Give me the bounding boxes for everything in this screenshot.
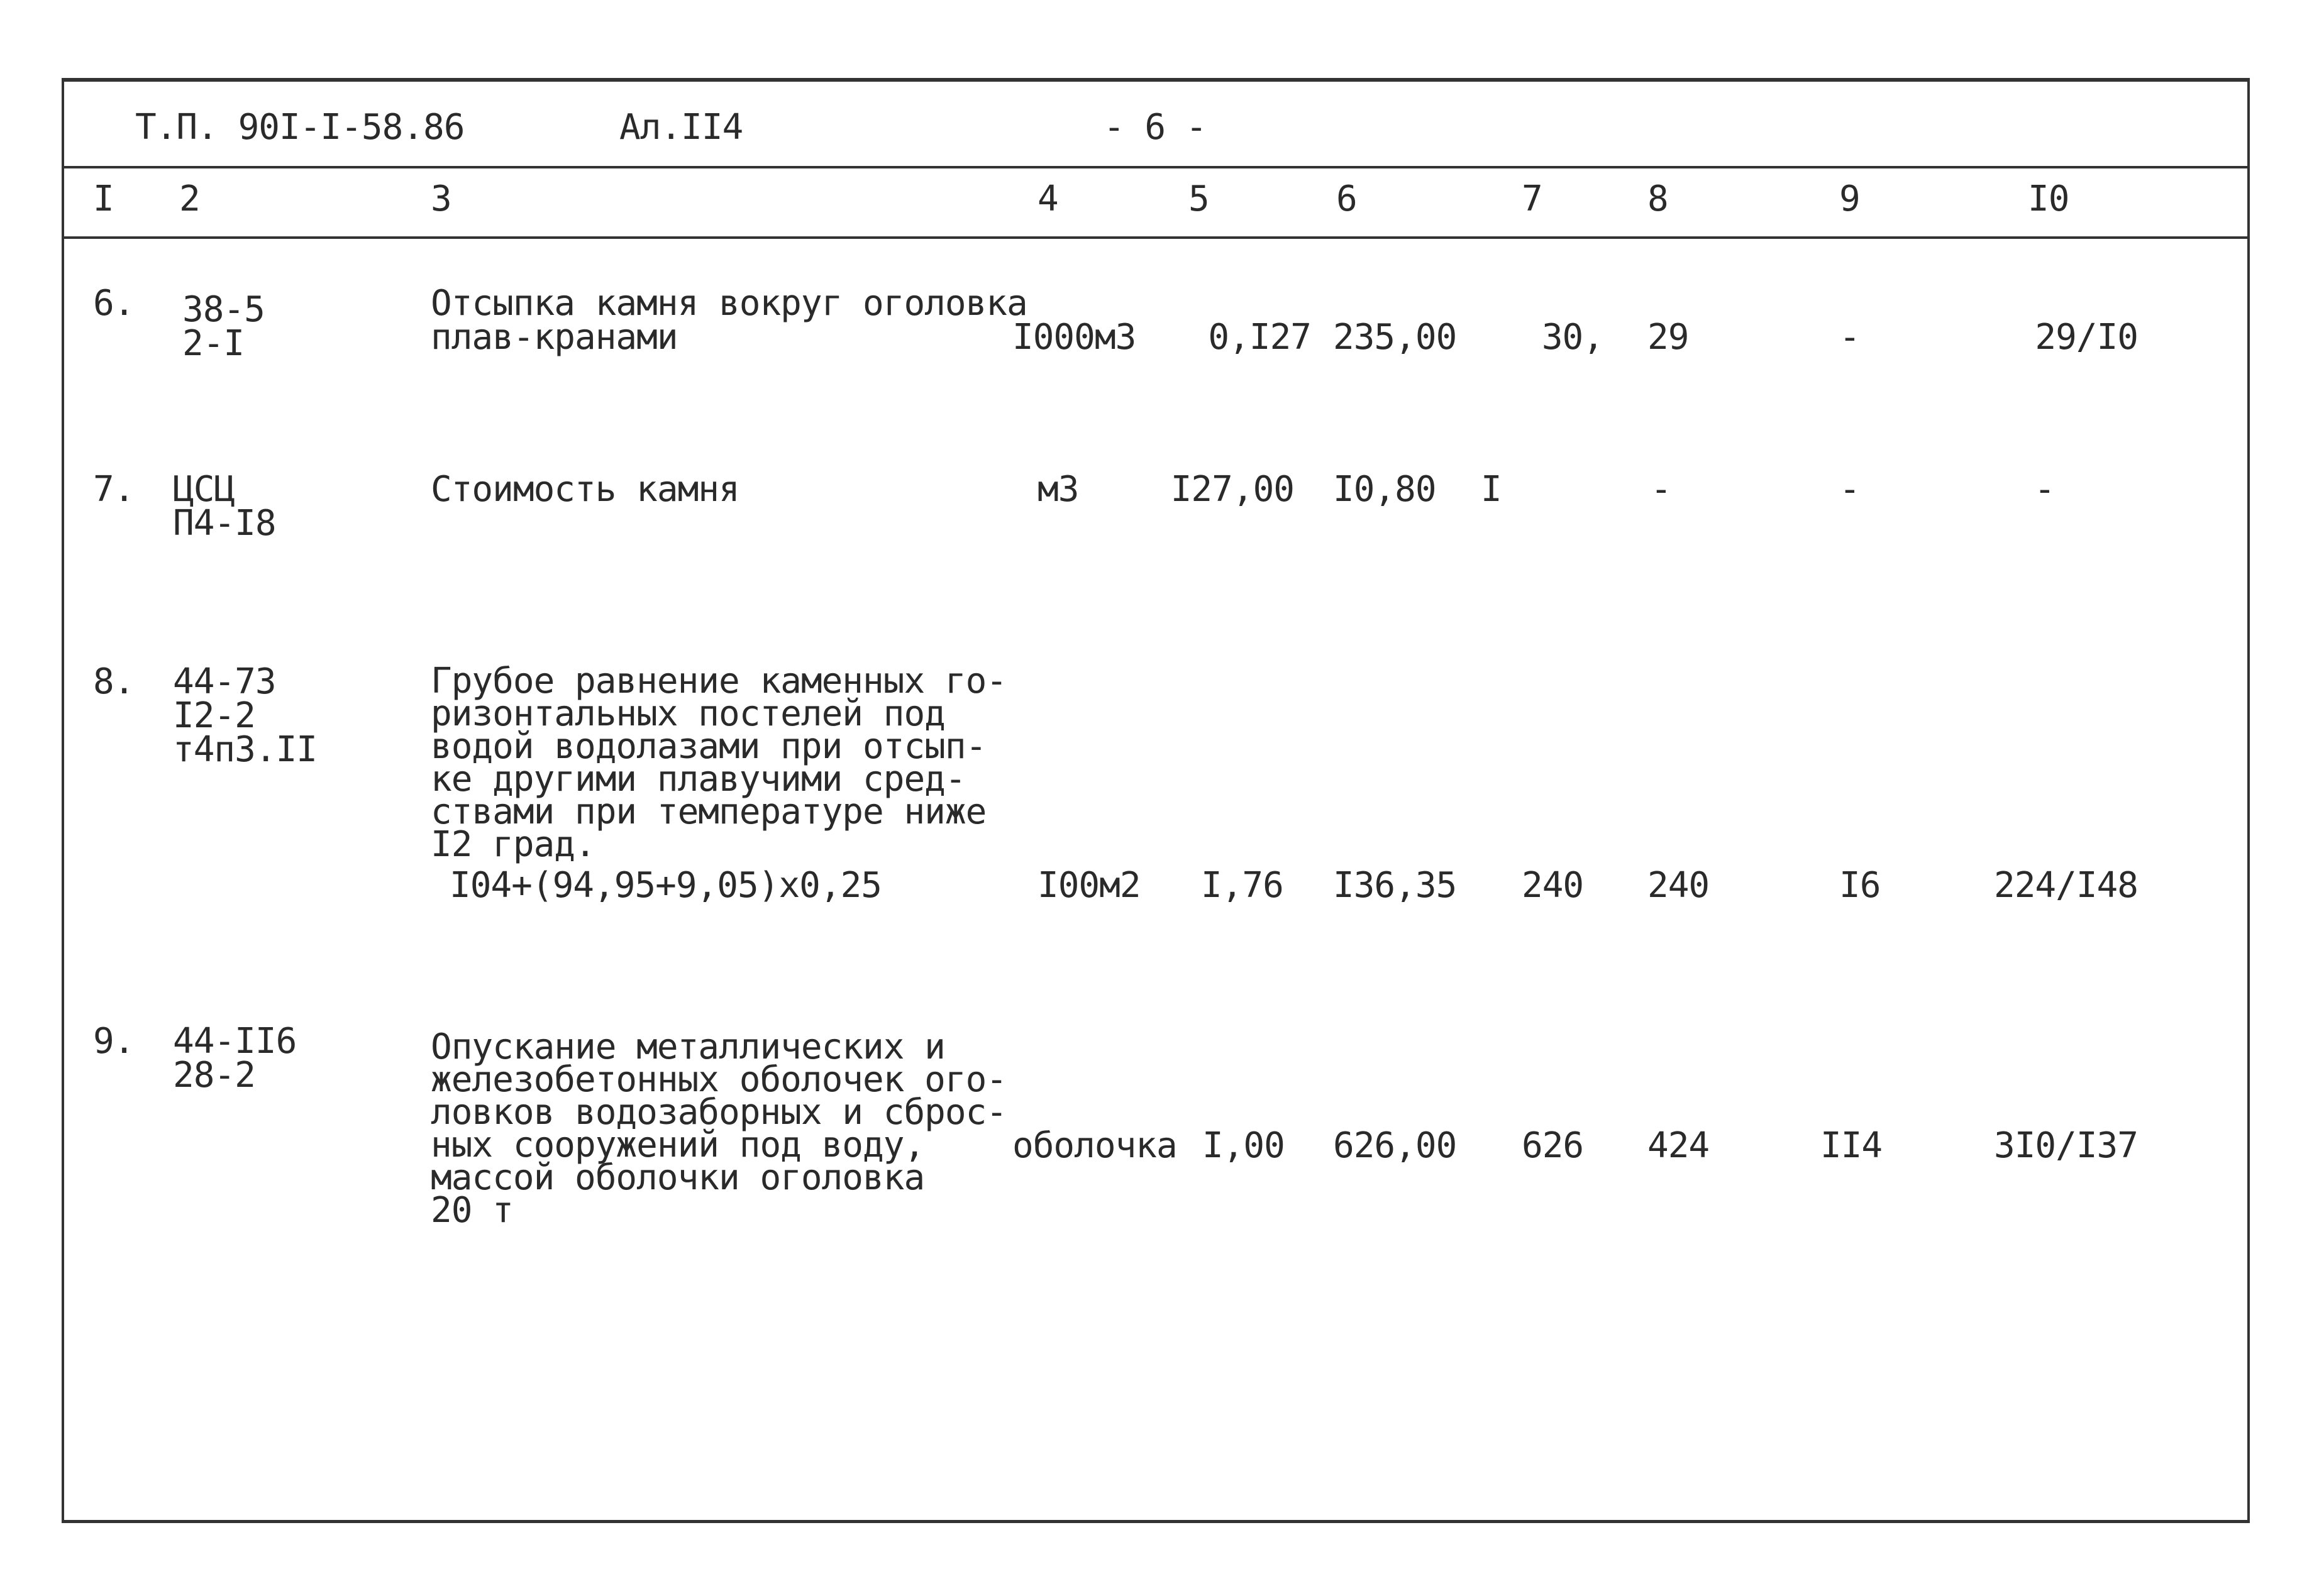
row-number: 7. xyxy=(93,469,135,510)
unit: I000м3 xyxy=(1012,317,1136,358)
cost-col8: 424 xyxy=(1647,1125,1710,1166)
column-number: 2 xyxy=(179,179,200,219)
album-number: Ал.II4 xyxy=(619,107,743,148)
document-code: Т.П. 90I-I-58.86 xyxy=(135,107,465,148)
page-number: - 6 - xyxy=(1104,107,1207,148)
cost-col9: I6 xyxy=(1839,865,1881,906)
unit-price: I36,35 xyxy=(1333,865,1457,906)
cost-col8: 29 xyxy=(1647,317,1689,358)
unit: м3 xyxy=(1038,469,1079,510)
norm-code: 38-5 2-I xyxy=(182,289,265,364)
cost-col10: 29/I0 xyxy=(2035,317,2138,358)
norm-code: 44-II6 28-2 xyxy=(173,1021,297,1096)
quantity-calculation: I04+(94,95+9,05)x0,25 xyxy=(450,865,882,906)
norm-code: ЦСЦ П4-I8 xyxy=(173,469,276,544)
unit: оболочка xyxy=(1012,1125,1177,1166)
unit-price: 235,00 xyxy=(1333,317,1457,358)
column-number: 3 xyxy=(431,179,451,219)
column-number: I xyxy=(93,179,114,219)
cost-col8: 240 xyxy=(1647,865,1710,906)
row-number: 6. xyxy=(93,283,135,324)
work-description: Грубое равнение каменных го- ризонтальных постелей под водой водолазами при отсып- ке другими плавучими сред- ствами при температуре ниже I2 град. xyxy=(431,661,1007,865)
column-number: 6 xyxy=(1336,179,1357,219)
unit-price: I0,80 xyxy=(1333,469,1436,510)
cost-col9: II4 xyxy=(1820,1125,1883,1166)
work-description: Опускание металлических и железобетонных оболочек ого- ловков водозаборных и сброс- ных сооружений под воду, массой оболочки оголовка 20 т xyxy=(431,1026,1007,1231)
cost-col9: - xyxy=(1839,317,1860,358)
cost-col7: I xyxy=(1481,469,1502,510)
work-description: Отсыпка камня вокруг оголовка плав-кранами xyxy=(431,283,1027,358)
norm-code: 44-73 I2-2 т4п3.II xyxy=(173,661,318,770)
column-header-divider xyxy=(64,236,2247,239)
column-number: I0 xyxy=(2028,179,2069,219)
unit: I00м2 xyxy=(1038,865,1141,906)
column-number: 9 xyxy=(1839,179,1860,219)
row-number: 9. xyxy=(93,1021,135,1062)
cost-col10: 224/I48 xyxy=(1993,865,2138,906)
unit-price: 626,00 xyxy=(1333,1125,1457,1166)
column-number: 5 xyxy=(1188,179,1209,219)
quantity: I27,00 xyxy=(1170,469,1294,510)
cost-col9: - xyxy=(1839,469,1860,510)
document-frame xyxy=(62,78,2250,1523)
cost-col10: - xyxy=(2034,469,2055,510)
cost-col8: - xyxy=(1651,469,1671,510)
row-number: 8. xyxy=(93,661,135,702)
cost-col7: 30, xyxy=(1541,317,1603,358)
cost-col7: 626 xyxy=(1522,1125,1584,1166)
cost-col10: 3I0/I37 xyxy=(1993,1125,2138,1166)
cost-col7: 240 xyxy=(1522,865,1584,906)
column-number: 4 xyxy=(1038,179,1058,219)
column-number: 8 xyxy=(1647,179,1668,219)
header-divider xyxy=(64,166,2247,168)
quantity: I,00 xyxy=(1202,1125,1285,1166)
quantity: 0,I27 xyxy=(1208,317,1311,358)
quantity: I,76 xyxy=(1201,865,1283,906)
work-description: Стоимость камня xyxy=(431,469,739,510)
column-number: 7 xyxy=(1522,179,1542,219)
